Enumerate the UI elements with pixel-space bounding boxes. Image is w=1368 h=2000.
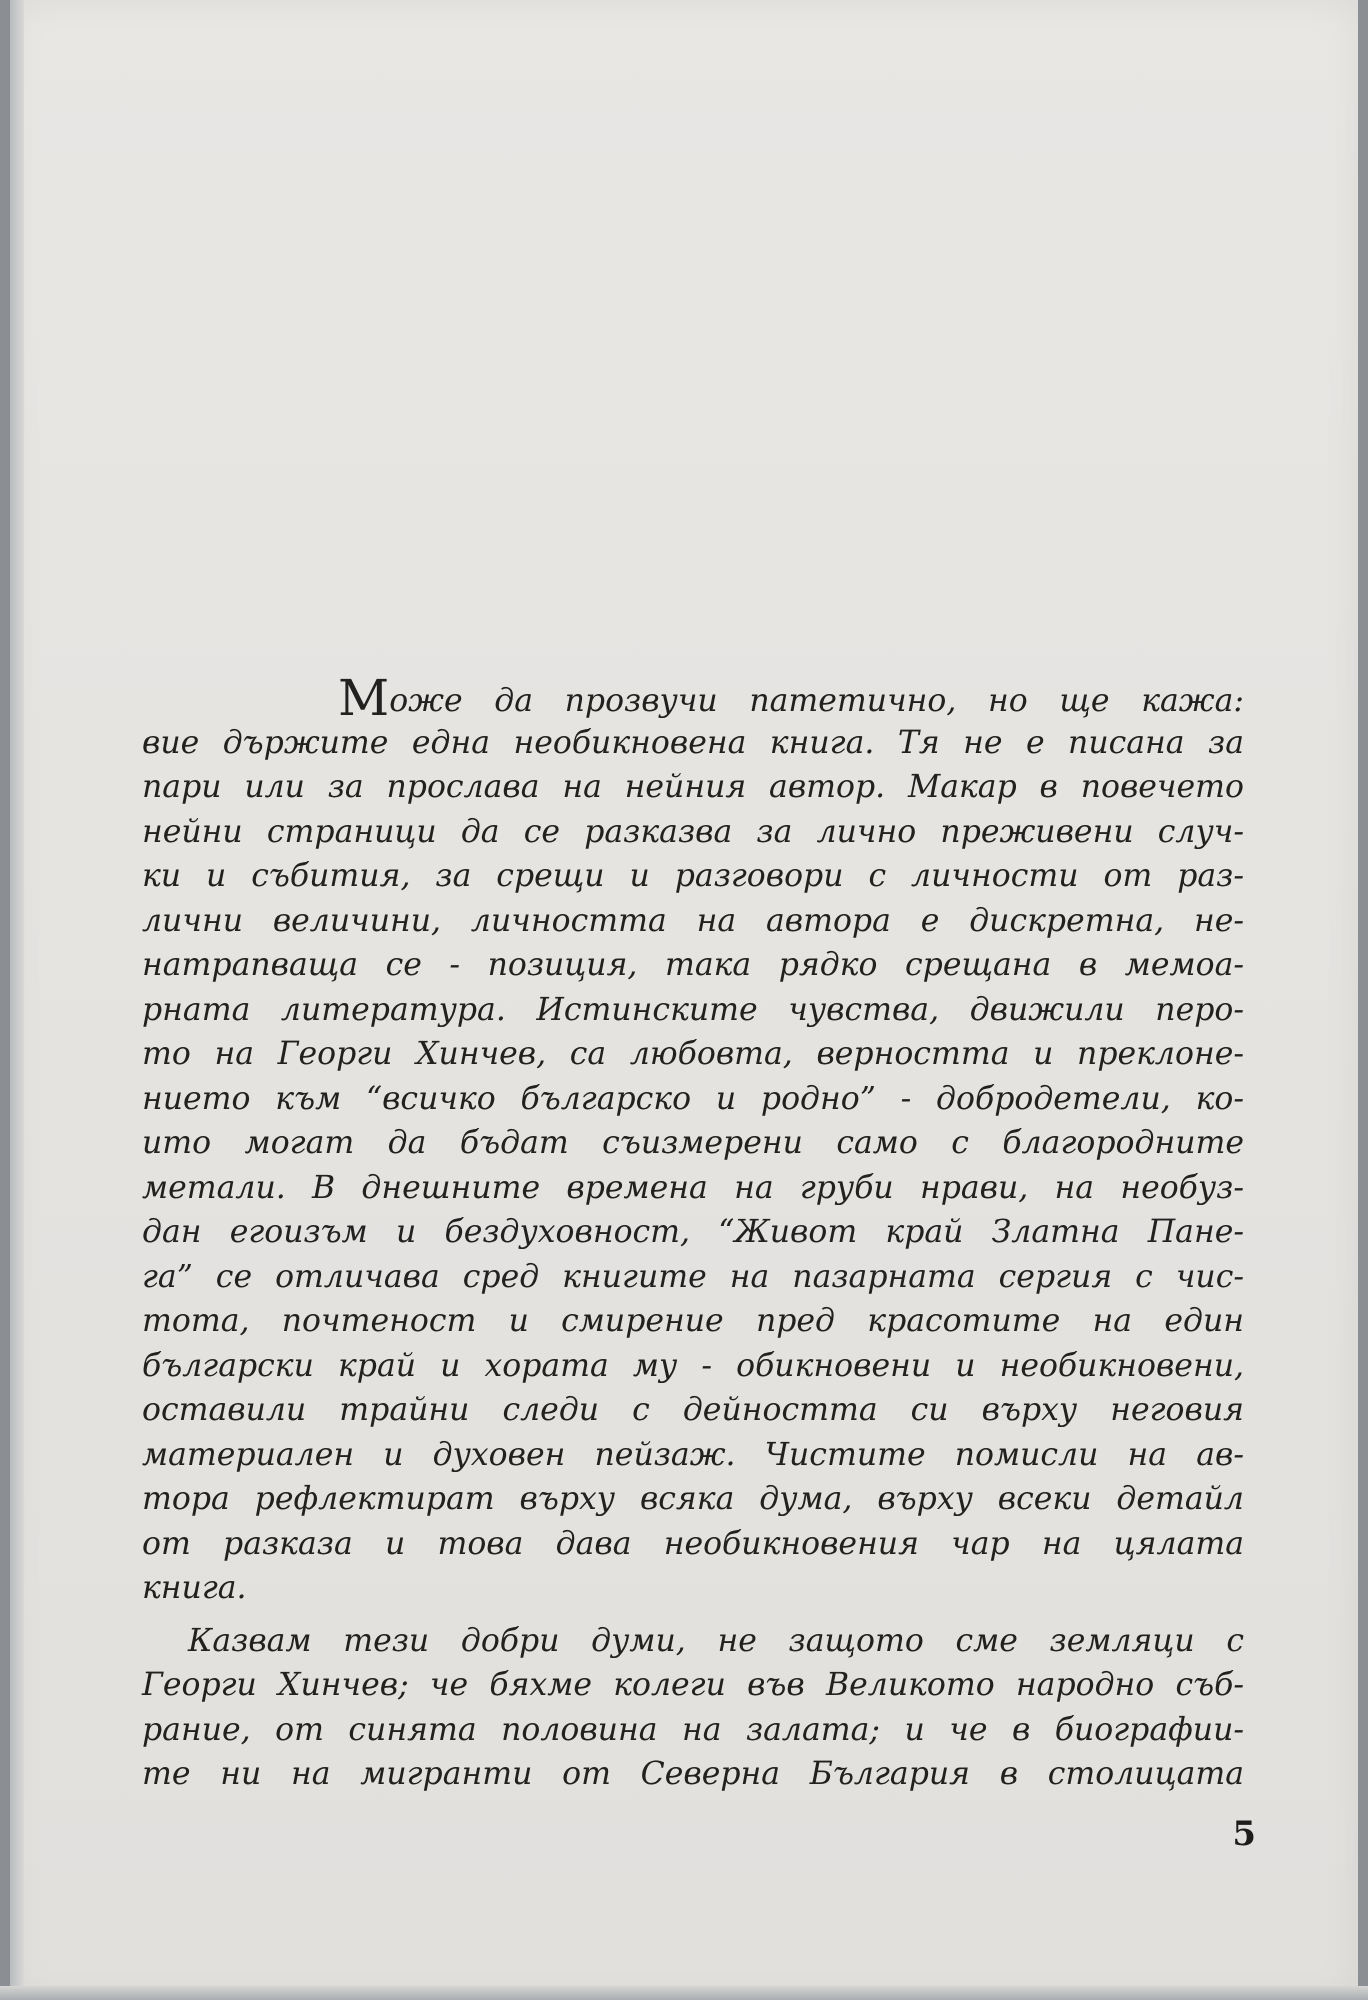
text-line: нейни страници да се разказва за лично преживени случ- (142, 813, 1244, 850)
text-line: Георги Хинчев; че бяхме колеги във Великото народно съб- (142, 1667, 1244, 1703)
body-text (142, 669, 1244, 1797)
text-line: Може да прозвучи патетично, но ще кажа: (338, 669, 1244, 727)
text-line: от разказа и това дава необикновения чар на цялата (142, 1525, 1244, 1562)
text-line: дан егоизъм и бездуховност, “Живот край Златна Пане- (142, 1214, 1244, 1250)
paragraph-gap (142, 1611, 1244, 1619)
text-line: материален и духовен пейзаж. Чистите помисли на ав- (142, 1436, 1244, 1473)
page-edge-left (10, 0, 24, 2000)
text-line: оставили трайни следи с дейността си върху неговия (142, 1392, 1244, 1428)
text-line: тора рефлектират върху всяка дума, върху всеки детайл (142, 1481, 1244, 1517)
text-line: то на Георги Хинчев, са любовта, верността и преклоне- (142, 1036, 1244, 1072)
text-line: пари или за прослава на нейния автор. Макар в повечето (142, 769, 1244, 805)
drop-cap: М (338, 669, 390, 727)
page-number: 5 (1232, 1814, 1256, 1854)
book-page (10, 0, 1358, 2000)
text-line: рание, от синята половина на залата; и че в биографии- (142, 1711, 1244, 1748)
text-line: метали. В днешните времена на груби нрави, на необуз- (142, 1169, 1244, 1206)
text-line: те ни на мигранти от Северна България в столицата (142, 1756, 1244, 1792)
text-line: тота, почтеност и смирение пред красотите на един (142, 1303, 1244, 1339)
text-line: рната литература. Истинските чувства, движили перо- (142, 991, 1244, 1028)
text-line: нието към “всичко българско и родно” - добродетели, ко- (142, 1080, 1244, 1117)
text-line: лични величини, личността на автора е дискретна, не- (142, 902, 1244, 939)
text-line: ито могат да бъдат съизмерени само с благородните (142, 1125, 1244, 1161)
text-line: Казвам тези добри думи, не защото сме земляци с (188, 1622, 1244, 1659)
text-line: ки и събития, за срещи и разговори с личности от раз- (142, 858, 1244, 894)
text-line: вие държите една необикновена книга. Тя не е писана за (142, 724, 1244, 761)
text-line: български край и хората му - обикновени и необикновени, (142, 1347, 1244, 1384)
page-edge-bottom (0, 1986, 1368, 2000)
text-line: га” се отличава сред книгите на пазарната сергия с чис- (142, 1258, 1244, 1295)
text-line: книга. (142, 1570, 247, 1606)
text-line: натрапваща се - позиция, така рядко срещана в мемоа- (142, 947, 1244, 983)
